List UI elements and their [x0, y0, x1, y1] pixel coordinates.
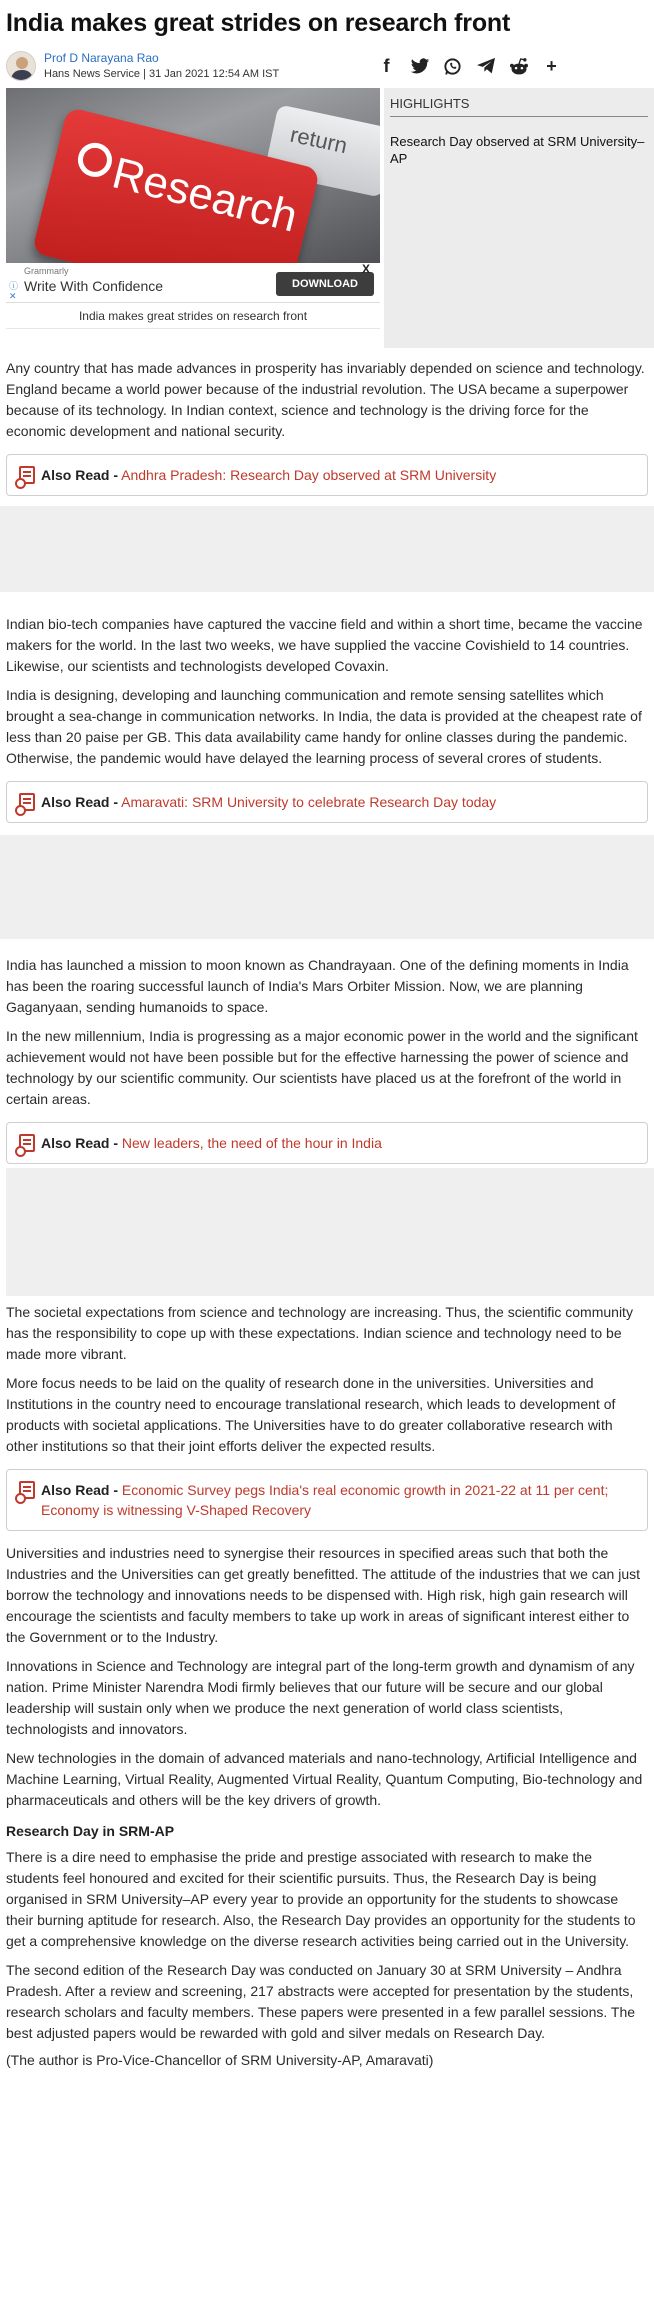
ad-sponsor: Grammarly: [24, 266, 69, 276]
highlight-item: Research Day observed at SRM University–AP: [390, 134, 645, 166]
paragraph: Innovations in Science and Technology are integral part of the long-term growth and dynamism of any nation. Prime Minister Narendra Modi firmly believes that our future will be secure and our global leadership will sustain only when we produce the next generation of world class scientists, technologists and innovators.: [6, 1658, 635, 1737]
also-read-box[interactable]: [6, 781, 648, 823]
ad-slot: [6, 1168, 654, 1296]
facebook-icon[interactable]: f: [383, 55, 390, 76]
also-read-link[interactable]: Amaravati: SRM University to celebrate Research Day today: [121, 794, 497, 810]
paragraph: More focus needs to be laid on the quality of research done in the universities. Universities and Institutions in the country need to encourage translational research, which leads to development of products with societal applications. The Universities have to do greater collaborative research with other institutions so that their joint efforts deliver the expected results.: [6, 1375, 616, 1454]
also-read-label: Also Read -: [41, 1135, 119, 1151]
subheading: Research Day in SRM-AP: [6, 1823, 175, 1839]
ad-download-button[interactable]: DOWNLOAD: [276, 272, 374, 296]
hero-caption: India makes great strides on research front: [6, 303, 380, 329]
paragraph: There is a dire need to emphasise the pride and prestige associated with research to make the students feel honoured and excited for their scientific pursuits. Thus, the Research Day is being organised in SRM University–AP every year to provide an opportunity for the students to showcase their burning aptitude for research. Also, the Research Day provides an opportunity for the students to get a comprehensive knowledge on the diverse research activities being carried out in the University.: [6, 1849, 636, 1949]
article-icon: [19, 793, 35, 811]
paragraph: New technologies in the domain of advanced materials and nano-technology, Artificial Intelligence and Machine Learning, Virtual Reality, Augmented Virtual Reality, Quantum Computing, Bio-technology and pharmaceuticals and others will be the key drivers of growth.: [6, 1750, 643, 1808]
article-title: India makes great strides on research front: [6, 9, 511, 37]
paragraph: India is designing, developing and launching communication and remote sensing satellites which brought a sea-change in communication networks. In India, the data is provided at the cheapest rate of less than 20 paise per GB. This data availability came handy for online classes during the pandemic. Otherwise, the pandemic would have delayed the learning process of several crores of students.: [6, 687, 642, 766]
ad-headline[interactable]: Write With Confidence: [24, 278, 164, 294]
also-read-label: Also Read -: [41, 1482, 119, 1498]
ad-close-button[interactable]: X: [361, 262, 370, 276]
highlights-title: HIGHLIGHTS: [390, 96, 648, 117]
return-key: return: [264, 104, 380, 197]
article-icon: [19, 1481, 35, 1499]
paragraph: In the new millennium, India is progressing as a major economic power in the world and the significant achievement would not have been possible but for the effective harnessing the power of science and technology by our scientific community. Our scientists have placed us at the forefront of the world in certain areas.: [6, 1028, 638, 1107]
also-read-box[interactable]: [6, 454, 648, 496]
also-read-label: Also Read -: [41, 794, 119, 810]
research-key: Research: [32, 107, 321, 263]
ad-banner[interactable]: [6, 263, 380, 303]
also-read-link[interactable]: Economic Survey pegs India's real economic growth in 2021-22 at 11 per cent; Economy is witnessing V-Shaped Recovery: [41, 1482, 609, 1518]
also-read-box[interactable]: [6, 1469, 648, 1531]
paragraph: Any country that has made advances in prosperity has invariably depended on science and technology. England became a world power because of the industrial revolution. The USA became a superpower because of its technology. In Indian context, science and technology is the driving force for the economic development and national security.: [6, 360, 645, 439]
service-date: Hans News Service | 31 Jan 2021 12:54 AM IST: [44, 68, 280, 80]
share-bar: [370, 51, 568, 81]
paragraph: The second edition of the Research Day was conducted on January 30 at SRM University – Andhra Pradesh. After a review and screening, 217 abstracts were accepted for presentation by the students, research scholars and faculty members. These papers were presented in a few parallel sessions. The best adjusted papers would be rewarded with gold and silver medals on Research Day.: [6, 1962, 636, 2041]
also-read-link[interactable]: New leaders, the need of the hour in India: [121, 1135, 382, 1151]
hero-image: [6, 88, 380, 263]
also-read-link[interactable]: Andhra Pradesh: Research Day observed at SRM University: [121, 467, 497, 483]
plus-icon[interactable]: +: [546, 55, 557, 76]
paragraph: The societal expectations from science and technology are increasing. Thus, the scientific community has the responsibility to cope up with these expectations. Indian science and technology need to be made more vibrant.: [6, 1304, 633, 1362]
paragraph: Indian bio-tech companies have captured the vaccine field and within a short time, became the vaccine makers for the world. In the last two weeks, we have supplied the vaccine Covishield to 14 countries. Likewise, our scientists and technologists developed Covaxin.: [6, 616, 643, 674]
also-read-box[interactable]: [6, 1122, 648, 1164]
ad-info-icon[interactable]: ⓘ: [9, 281, 19, 291]
telegram-icon[interactable]: [469, 51, 502, 81]
twitter-icon[interactable]: [403, 51, 436, 81]
reddit-icon[interactable]: [502, 51, 535, 81]
article-icon: [19, 1134, 35, 1152]
ad-slot: [0, 835, 654, 939]
also-read-label: Also Read -: [41, 467, 119, 483]
article-icon: [19, 466, 35, 484]
magnifier-icon: [74, 139, 115, 180]
whatsapp-icon[interactable]: [436, 51, 469, 81]
ad-x-icon[interactable]: ✕: [9, 291, 17, 301]
author-avatar: [6, 51, 36, 81]
author-link[interactable]: Prof D Narayana Rao: [44, 51, 159, 65]
author-note: (The author is Pro-Vice-Chancellor of SRM University-AP, Amaravati): [6, 2052, 434, 2068]
ad-slot: [0, 506, 654, 592]
highlights-box: [384, 88, 654, 348]
paragraph: India has launched a mission to moon known as Chandrayaan. One of the defining moments in India has been the roaring successful launch of India's Mars Orbiter Mission. Now, we are planning Gaganyaan, sending humanoids to space.: [6, 957, 629, 1015]
top-area: [6, 88, 648, 348]
paragraph: Universities and industries need to synergise their resources in specified areas such that both the Industries and the Universities can get greatly benefitted. The attitude of the industries that we can just borrow the technology and innovations needs to be dispensed with. High risk, high gain research will encourage the scientists and faculty members to take up work in areas of significant interest either to the Government or to the Industry.: [6, 1545, 640, 1645]
byline: [6, 44, 648, 88]
